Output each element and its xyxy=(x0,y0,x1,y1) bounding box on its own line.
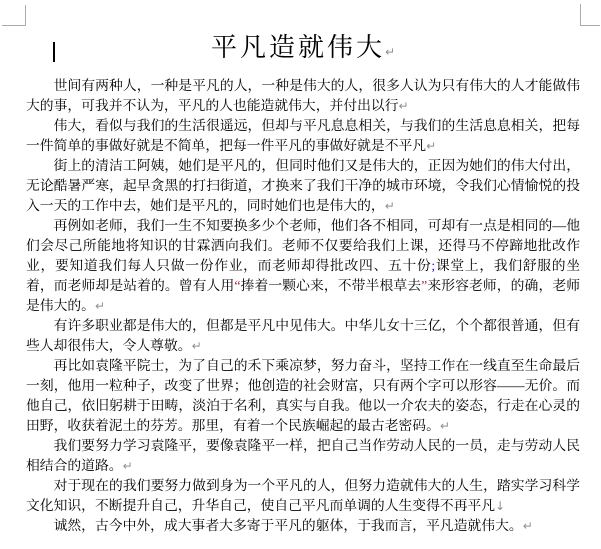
paragraph-end-mark: ↵ xyxy=(522,519,533,533)
paragraph-text: 对于现在的我们要努力做到身为一个平凡的人，但努力造就伟大的人生，踏实学习科学文化知识，不断提升自己，升华自己，使自己平凡而单调的人生变得不再平凡 xyxy=(26,478,580,513)
paragraph[interactable] xyxy=(26,316,580,356)
paragraph[interactable] xyxy=(26,436,580,476)
margin-crop-mark-top-right xyxy=(580,4,600,26)
paragraph-text: 伟大，看似与我们的生活很遥远，但却与平凡息息相关，与我们的生活息息相关，把每一件简单的事做好就是不简单，把每一件平凡的事做好就是不平凡 xyxy=(26,118,580,153)
open-quote-mark: “ xyxy=(234,278,241,293)
margin-crop-mark-top-left xyxy=(2,5,26,26)
paragraph-text: 有许多职业都是伟大的，但都是平凡中见伟大。中华儿女十三亿，个个都很普通，但有些人却很伟大，令人尊敬。 xyxy=(26,318,580,353)
quoted-text: 捧着一颗心来，不带半根草去 xyxy=(240,278,422,293)
grammar-marked-semicolon: ; xyxy=(431,258,436,273)
paragraph-end-mark: ↵ xyxy=(384,199,395,213)
document-title-text: 平凡造就伟大 xyxy=(210,33,385,62)
paragraph-text: 世间有两种人，一种是平凡的人，一种是伟大的人，很多人认为只有伟大的人才能做伟大的事，可我并不认为，平凡的人也能造就伟大，并付出以行 xyxy=(26,78,580,113)
paragraph-text: 诚然，古今中外，成大事者大多寄于平凡的躯体，于我而言，平凡造就伟大。 xyxy=(53,518,523,533)
paragraph-end-mark: ↵ xyxy=(439,419,450,433)
paragraph-text: 街上的清洁工阿姨，她们是平凡的，但同时他们又是伟大的，正因为她们的伟大付出，无论酷暑严寒，起早贪黑的打扫街道，才换来了我们干净的城市环境，令我们心情愉悦的投入一天的工作中去，她们是平凡的，同时她们也是伟大的， xyxy=(26,158,580,213)
paragraph-text: 来形容老师，的确，老师是伟大的。 xyxy=(26,278,581,313)
paragraph-end-mark: ↵ xyxy=(398,99,409,113)
document-content[interactable] xyxy=(26,26,580,536)
paragraph[interactable] xyxy=(26,516,580,536)
paragraph[interactable] xyxy=(26,156,580,216)
soft-line-break-mark: ↓ xyxy=(495,499,506,513)
close-quote-mark: ” xyxy=(421,278,428,293)
paragraph-end-mark: ↵ xyxy=(94,299,106,313)
paragraph-text: 再比如袁隆平院士，为了自己的禾下乘凉梦，努力奋斗，坚持工作在一线直至生命最后一刻，他用一粒种子，改变了世界；他创造的社会财富，只有两个字可以形容——无价。而他自己，依旧躬耕于田畴，淡泊于名利，真实与自我。他以一介农夫的姿态，行走在心灵的田野，收获着泥土的芬芳。那里，有着一个民族崛起的最古老密码。 xyxy=(26,358,580,433)
paragraph-end-mark: ↵ xyxy=(426,139,437,153)
paragraph-end-mark: ↵ xyxy=(191,339,202,353)
paragraph-text: 课堂上，我们舒服的坐着，而老师却是站着的。曾有人用 xyxy=(26,258,581,293)
paragraph[interactable] xyxy=(26,116,580,156)
paragraph[interactable] xyxy=(26,216,580,316)
paragraph[interactable] xyxy=(26,356,580,436)
paragraph[interactable] xyxy=(26,76,580,116)
paragraph-end-mark: ↵ xyxy=(384,45,396,59)
paragraph-end-mark: ↵ xyxy=(122,459,133,473)
paragraph[interactable] xyxy=(26,476,580,516)
document-title[interactable] xyxy=(26,30,580,70)
paragraph-text: 我们要努力学习袁隆平，要像袁隆平一样，把自己当作劳动人民的一员，走与劳动人民相结合的道路。 xyxy=(26,438,580,473)
paragraph-text: 再例如老师，我们一生不知要换多少个老师，他们各不相同，可却有一点是相同的—他们会尽己所能地将知识的甘霖洒向我们。老师不仅要给我们上课，还得马不停蹄地批改作业，要知道我们每人只做一份作业，而老师却得批改四、五十份 xyxy=(26,218,580,273)
